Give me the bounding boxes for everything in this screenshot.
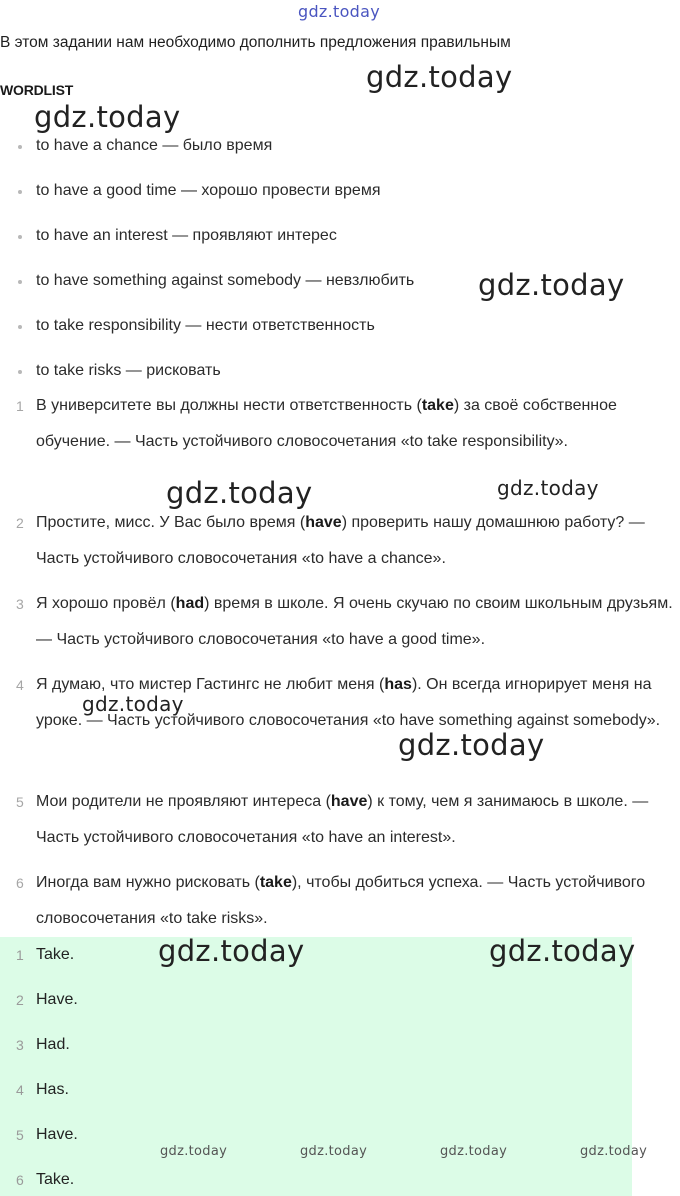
intro-text: В этом задании нам необходимо дополнить предложения правильным bbox=[0, 34, 511, 51]
answer-text: Had. bbox=[36, 1036, 70, 1053]
watermark: gdz.today bbox=[497, 476, 599, 500]
watermark: gdz.today bbox=[158, 934, 305, 968]
task-number: 6 bbox=[16, 875, 24, 891]
answer-text: Take. bbox=[36, 946, 75, 963]
answer-number: 3 bbox=[16, 1037, 24, 1053]
answer-number: 6 bbox=[16, 1172, 24, 1188]
watermark: gdz.today bbox=[34, 100, 181, 134]
answer-text: Has. bbox=[36, 1081, 69, 1098]
task-keyword: had bbox=[175, 595, 205, 612]
answer-text: Have. bbox=[36, 991, 78, 1008]
task-keyword: take bbox=[421, 397, 454, 414]
task-number: 3 bbox=[16, 596, 24, 612]
answer-number: 4 bbox=[16, 1082, 24, 1098]
bullet-dot-icon bbox=[18, 145, 22, 149]
watermark: gdz.today bbox=[440, 1144, 508, 1159]
wordlist-item-text: to have a chance — было время bbox=[36, 137, 273, 154]
task-text: В университете вы должны нести ответственность (take) за своё собственное обучение. — Часть устойчивого словосочетания «to take responsibility». bbox=[36, 397, 617, 450]
task-number: 2 bbox=[16, 515, 24, 531]
answer-text: Take. bbox=[36, 1171, 75, 1188]
task-text: Иногда вам нужно рисковать (take), чтобы добиться успеха. — Часть устойчивого словосочетания «to take risks». bbox=[36, 874, 646, 927]
bullet-dot-icon bbox=[18, 370, 22, 374]
bullet-dot-icon bbox=[18, 235, 22, 239]
answer-number: 5 bbox=[16, 1127, 24, 1143]
task-number: 5 bbox=[16, 794, 24, 810]
bullet-dot-icon bbox=[18, 190, 22, 194]
watermark: gdz.today bbox=[166, 476, 313, 510]
wordlist-heading: WORDLIST bbox=[0, 82, 74, 98]
answer-number: 2 bbox=[16, 992, 24, 1008]
bullet-dot-icon bbox=[18, 325, 22, 329]
task-keyword: have bbox=[330, 793, 368, 810]
watermark: gdz.today bbox=[580, 1144, 648, 1159]
task-number: 4 bbox=[16, 677, 24, 693]
watermark: gdz.today bbox=[489, 934, 636, 968]
watermark: gdz.today bbox=[366, 60, 513, 94]
watermark: gdz.today bbox=[298, 2, 380, 21]
answer-number: 1 bbox=[16, 947, 24, 963]
wordlist-item-text: to have an interest — проявляют интерес bbox=[36, 227, 337, 244]
task-number: 1 bbox=[16, 398, 24, 414]
bullet-dot-icon bbox=[18, 280, 22, 284]
task-text: Мои родители не проявляют интереса (have) к тому, чем я занимаюсь в школе. — Часть устойчивого словосочетания «to have an interest». bbox=[36, 793, 649, 846]
wordlist-item-text: to take responsibility — нести ответственность bbox=[36, 317, 375, 334]
task-text: Простите, мисс. У Вас было время (have) проверить нашу домашнюю работу? — Часть устойчивого словосочетания «to have a chance». bbox=[36, 514, 645, 567]
watermark: gdz.today bbox=[398, 728, 545, 762]
task-text: Я думаю, что мистер Гастингс не любит меня (has). Он всегда игнорирует меня на уроке. — Часть устойчивого словосочетания «to have something against somebody». bbox=[36, 676, 661, 729]
wordlist-item-text: to have something against somebody — невзлюбить bbox=[36, 272, 415, 289]
task-text: Я хорошо провёл (had) время в школе. Я очень скучаю по своим школьным друзьям. — Часть устойчивого словосочетания «to have a good time». bbox=[36, 595, 673, 648]
wordlist-item-text: to take risks — рисковать bbox=[36, 362, 221, 379]
task-keyword: take bbox=[259, 874, 292, 891]
task-keyword: has bbox=[384, 676, 412, 693]
watermark: gdz.today bbox=[300, 1144, 368, 1159]
watermark: gdz.today bbox=[82, 692, 184, 716]
watermark: gdz.today bbox=[478, 268, 625, 302]
answer-text: Have. bbox=[36, 1126, 78, 1143]
wordlist-item-text: to have a good time — хорошо провести время bbox=[36, 182, 381, 199]
watermark: gdz.today bbox=[160, 1144, 228, 1159]
task-keyword: have bbox=[305, 514, 342, 531]
